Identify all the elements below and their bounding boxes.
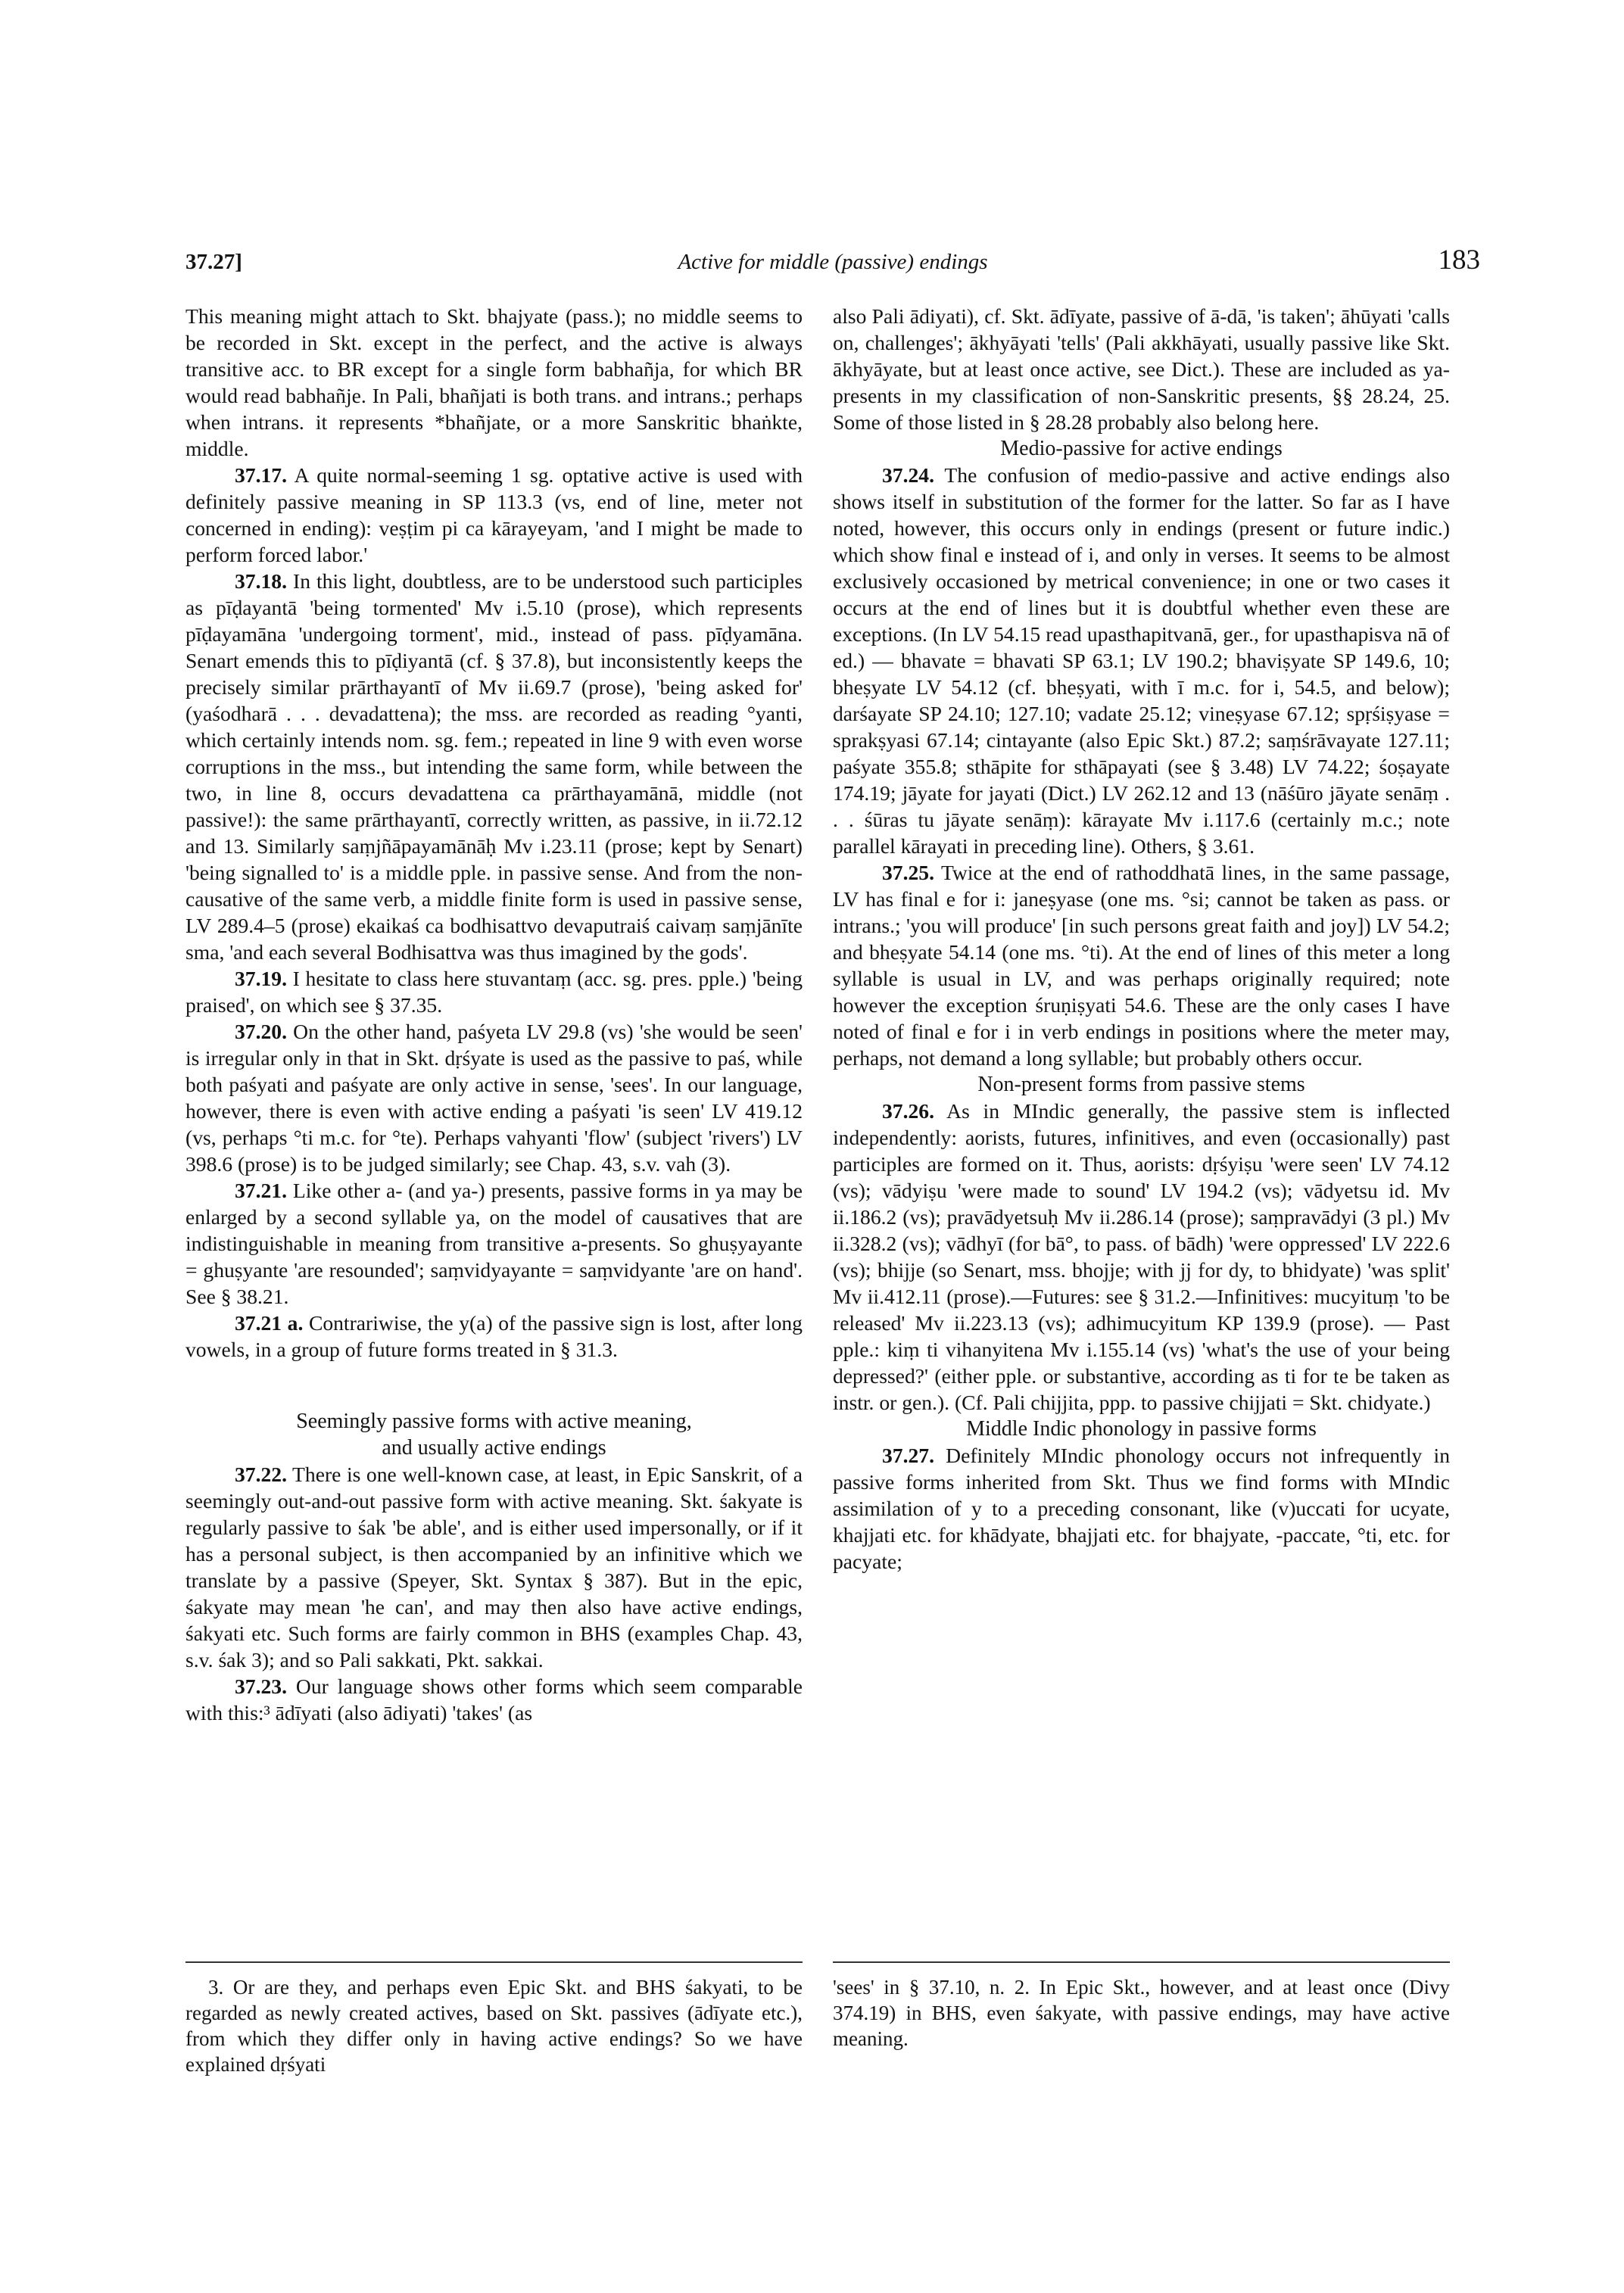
heading-line: Seemingly passive forms with active meaning, <box>296 1410 692 1433</box>
page-number: 183 <box>1438 245 1480 276</box>
paragraph-text: Twice at the end of rathoddhatā lines, in the same passage, LV has final e for i: janeṣyase (one ms. °si; cannot be taken as pass. or intrans.; 'you will produce' [in such persons great faith and joy]) LV 54.2; and bheṣyate 54.14 (one ms. °ti). At the end of lines of this meter a long syllable is usual in LV, and was perhaps originally required; note however the exception śruṇiṣyati 54.6. These are the only cases I have noted of final e for i in verb endings in positions where the meter may, perhaps, not demand a long syllable; but probably others occur. <box>833 861 1450 1070</box>
paragraph-37-24 <box>833 462 1450 859</box>
paragraph-text: Definitely MIndic phonology occurs not infrequently in passive forms inherited from Skt. Thus we find forms with MIndic assimilation of y to a preceding consonant, like (v)uccati for ucyate, khajjati etc. for khādyate, bhajjati etc. for bhajyate, -paccate, °ti, etc. for pacyate; <box>833 1444 1450 1573</box>
paragraph-37-21 <box>185 1177 803 1310</box>
section-number: 37.25. <box>882 861 934 884</box>
section-number: 37.21 a. <box>235 1311 304 1335</box>
footnote-text: 3. Or are they, and perhaps even Epic Skt. and BHS śakyati, to be regarded as newly created actives, based on Skt. passives (ādīyate etc.), from which they differ only in having active endings? So we have explained dṛśyati <box>185 1976 803 2076</box>
section-number: 37.22. <box>235 1463 287 1486</box>
paragraph-37-27 <box>833 1442 1450 1575</box>
right-column <box>833 303 1450 1575</box>
section-reference: 37.27] <box>185 250 242 274</box>
paragraph-37-23 <box>185 1673 803 1726</box>
paragraph-37-21a <box>185 1310 803 1363</box>
paragraph-text: A quite normal-seeming 1 sg. optative active is used with definitely passive meaning in SP 113.3 (vs, end of line, meter not concerned in ending): veṣṭim pi ca kārayeyam, 'and I might be made to perform forced labor.' <box>185 463 803 566</box>
section-number: 37.19. <box>235 967 287 990</box>
paragraph-text: The confusion of medio-passive and active endings also shows itself in substitution of the former for the latter. So far as I have noted, however, this occurs only in endings (present or future indic.) which show final e instead of i, and only in verses. It seems to be almost exclusively occasioned by metrical convenience; in one or two cases it occurs at the end of lines but it is doubtful whether even these are exceptions. (In LV 54.15 read upasthapitvanā, ger., for upasthapisva nā of ed.) — bhavate = bhavati SP 63.1; LV 190.2; bhaviṣyate SP 149.6, 10; bheṣyate LV 54.12 (cf. bheṣyati, with ī m.c. for i, 54.5, and below); darśayate SP 24.10; 127.10; vadate 25.12; vineṣyase 67.12; spṛśiṣyase = sprakṣyasi 67.14; cintayante (also Epic Skt.) 87.2; saṃśrāvayate 127.11; paśyate 355.8; sthāpite for sthāpayati (see § 3.48) LV 74.22; śoṣayate 174.19; jāyate for jayati (Dict.) LV 262.12 and 13 (nāśūro jāyate senāṃ . . . śūras tu jāyate senāṃ): kārayate Mv i.117.6 (certainly m.c.; note parallel kārayati in preceding line). Others, § 3.61. <box>833 463 1450 858</box>
paragraph-37-19 <box>185 965 803 1018</box>
section-number: 37.20. <box>235 1020 287 1043</box>
paragraph-text: On the other hand, paśyeta LV 29.8 (vs) 'she would be seen' is irregular only in that in Skt. dṛśyate is used as the passive to paś, while both paśyati and paśyate are only active in sense, 'sees'. In our language, however, there is even with active ending a paśyati 'is seen' LV 419.12 (vs, perhaps °ti m.c. for °te). Perhaps vahyanti 'flow' (subject 'rivers') LV 398.6 (prose) is to be judged similarly; see Chap. 43, s.v. vah (3). <box>185 1020 803 1176</box>
paragraph-37-18 <box>185 568 803 965</box>
heading-line: and usually active endings <box>382 1436 606 1460</box>
section-number: 37.27. <box>882 1444 934 1467</box>
paragraph-continuation: This meaning might attach to Skt. bhajyate (pass.); no middle seems to be recorded in Skt. except in the perfect, and the active is always transitive acc. to BR except for a single form babhañja, for which BR would read babhañje. In Pali, bhañjati is both trans. and intrans.; perhaps when intrans. it represents *bhañjate, or a more Sanskritic bhaṅkte, middle. <box>185 304 803 460</box>
paragraph-text: Like other a- (and ya-) presents, passive forms in ya may be enlarged by a second syllable ya, on the model of causatives that are indistinguishable in meaning from transitive a-presents. So ghuṣyayante = ghuṣyante 'are resounded'; saṃvidyayante = saṃvidyante 'are on hand'. See § 38.21. <box>185 1179 803 1308</box>
footnote-text: 'sees' in § 37.10, n. 2. In Epic Skt., however, and at least once (Divy 374.19) in BHS, even śakyate, with passive endings, may have active meaning. <box>833 1976 1450 2050</box>
paragraph-37-25 <box>833 859 1450 1071</box>
paragraph-37-22 <box>185 1461 803 1673</box>
footnote-divider <box>185 1961 803 1963</box>
paragraph-text: There is one well-known case, at least, in Epic Sanskrit, of a seemingly out-and-out passive form with active meaning. Skt. śakyate is regularly passive to śak 'be able', and is either used impersonally, or if it has a personal subject, is then accompanied by an infinitive which we translate by a passive (Speyer, Skt. Syntax § 387). But in the epic, śakyate may mean 'he can', and may then also have active endings, śakyati etc. Such forms are fairly common in BHS (examples Chap. 43, s.v. śak 3); and so Pali sakkati, Pkt. sakkai. <box>185 1463 803 1671</box>
footnote-3-continuation <box>833 1974 1450 2052</box>
footnote-divider <box>833 1961 1450 1963</box>
paragraph-text: Our language shows other forms which seem comparable with this:³ ādīyati (also ādiyati) 'takes' (as <box>185 1675 803 1724</box>
section-number: 37.23. <box>235 1675 287 1698</box>
paragraph-continuation: also Pali ādiyati), cf. Skt. ādīyate, passive of ā-dā, 'is taken'; āhūyati 'calls on, challenges'; ākhyāyati 'tells' (Pali akkhāyati, usually passive like Skt. ākhyāyate, but at least once active, see Dict.). These are included as ya-presents in my classification of non-Sanskritic presents, §§ 28.24, 25. Some of those listed in § 28.28 probably also belong here. <box>833 304 1450 434</box>
paragraph-text: Contrariwise, the y(a) of the passive sign is lost, after long vowels, in a group of future forms treated in § 31.3. <box>185 1311 803 1361</box>
section-heading-non-present: Non-present forms from passive stems <box>977 1073 1305 1096</box>
left-column <box>185 303 803 1726</box>
section-number: 37.21. <box>235 1179 287 1202</box>
section-heading-middle-indic: Middle Indic phonology in passive forms <box>966 1417 1317 1441</box>
section-number: 37.18. <box>235 569 287 593</box>
paragraph-text: As in MIndic generally, the passive stem is inflected independently: aorists, futures, infinitives, and even (occasionally) past participles are formed on it. Thus, aorists: dṛśyiṣu 'were seen' LV 74.12 (vs); vādyiṣu 'were made to sound' LV 194.2 (vs); vādyetsu id. Mv ii.186.2 (vs); pravādyetsuḥ Mv ii.286.14 (prose); saṃpravādyi (3 pl.) Mv ii.328.2 (vs); vādhyī (for bā°, to pass. of bādh) 'were oppressed' LV 222.6 (vs); bhijje (so Senart, mss. bhojje; with jj for dy, to bhidyate) 'was split' Mv ii.412.11 (prose).—Futures: see § 31.2.—Infinitives: mucyituṃ 'to be released' Mv ii.223.13 (vs); adhimucyitum KP 139.9 (prose). — Past pple.: kiṃ ti vihanyitena Mv i.155.14 (vs) 'what's the use of your being depressed?' (either pple. or substantive, according as ti for te be taken as instr. or gen.). (Cf. Pali chijjita, ppp. to passive chijjati = Skt. chidyate.) <box>833 1099 1450 1414</box>
paragraph-37-20 <box>185 1018 803 1177</box>
section-heading-seemingly-passive <box>185 1408 803 1461</box>
section-number: 37.17. <box>235 463 287 487</box>
paragraph-37-26 <box>833 1098 1450 1416</box>
footnote-3 <box>185 1974 803 2077</box>
running-head <box>185 244 1480 277</box>
running-title: Active for middle (passive) endings <box>678 250 988 274</box>
section-number: 37.24. <box>882 463 934 487</box>
section-number: 37.26. <box>882 1099 934 1123</box>
section-heading-medio-passive: Medio-passive for active endings <box>1000 437 1283 460</box>
paragraph-text: In this light, doubtless, are to be understood such participles as pīḍayantā 'being tormented' Mv i.5.10 (prose), which represents pīḍayamāna 'undergoing torment', mid., instead of pass. pīḍyamāna. Senart emends this to pīḍiyantā (cf. § 37.8), but inconsistently keeps the precisely similar prārthayantī of Mv ii.69.7 (prose), 'being asked for' (yaśodharā . . . devadattena); the mss. are recorded as reading °yanti, which certainly intends nom. sg. fem.; repeated in line 9 with even worse corruptions in the mss., but intending the same form, while between the two, in line 8, occurs devadattena ca prārthayamānā, middle (not passive!): the same prārthayantī, correctly written, as passive, in ii.72.12 and 13. Similarly saṃjñāpayamānāḥ Mv i.23.11 (prose; kept by Senart) 'being signalled to' is a middle pple. in passive sense. And from the non-causative of the same verb, a middle finite form is used in passive sense, LV 289.4–5 (prose) ekaikaś ca bodhisattvo devaputraiś caivaṃ saṃjānīte sma, 'and each several Bodhisattva was thus imagined by the gods'. <box>185 569 803 964</box>
paragraph-text: I hesitate to class here stuvantaṃ (acc. sg. pres. pple.) 'being praised', on which see § 37.35. <box>185 967 803 1017</box>
paragraph-37-17 <box>185 462 803 568</box>
